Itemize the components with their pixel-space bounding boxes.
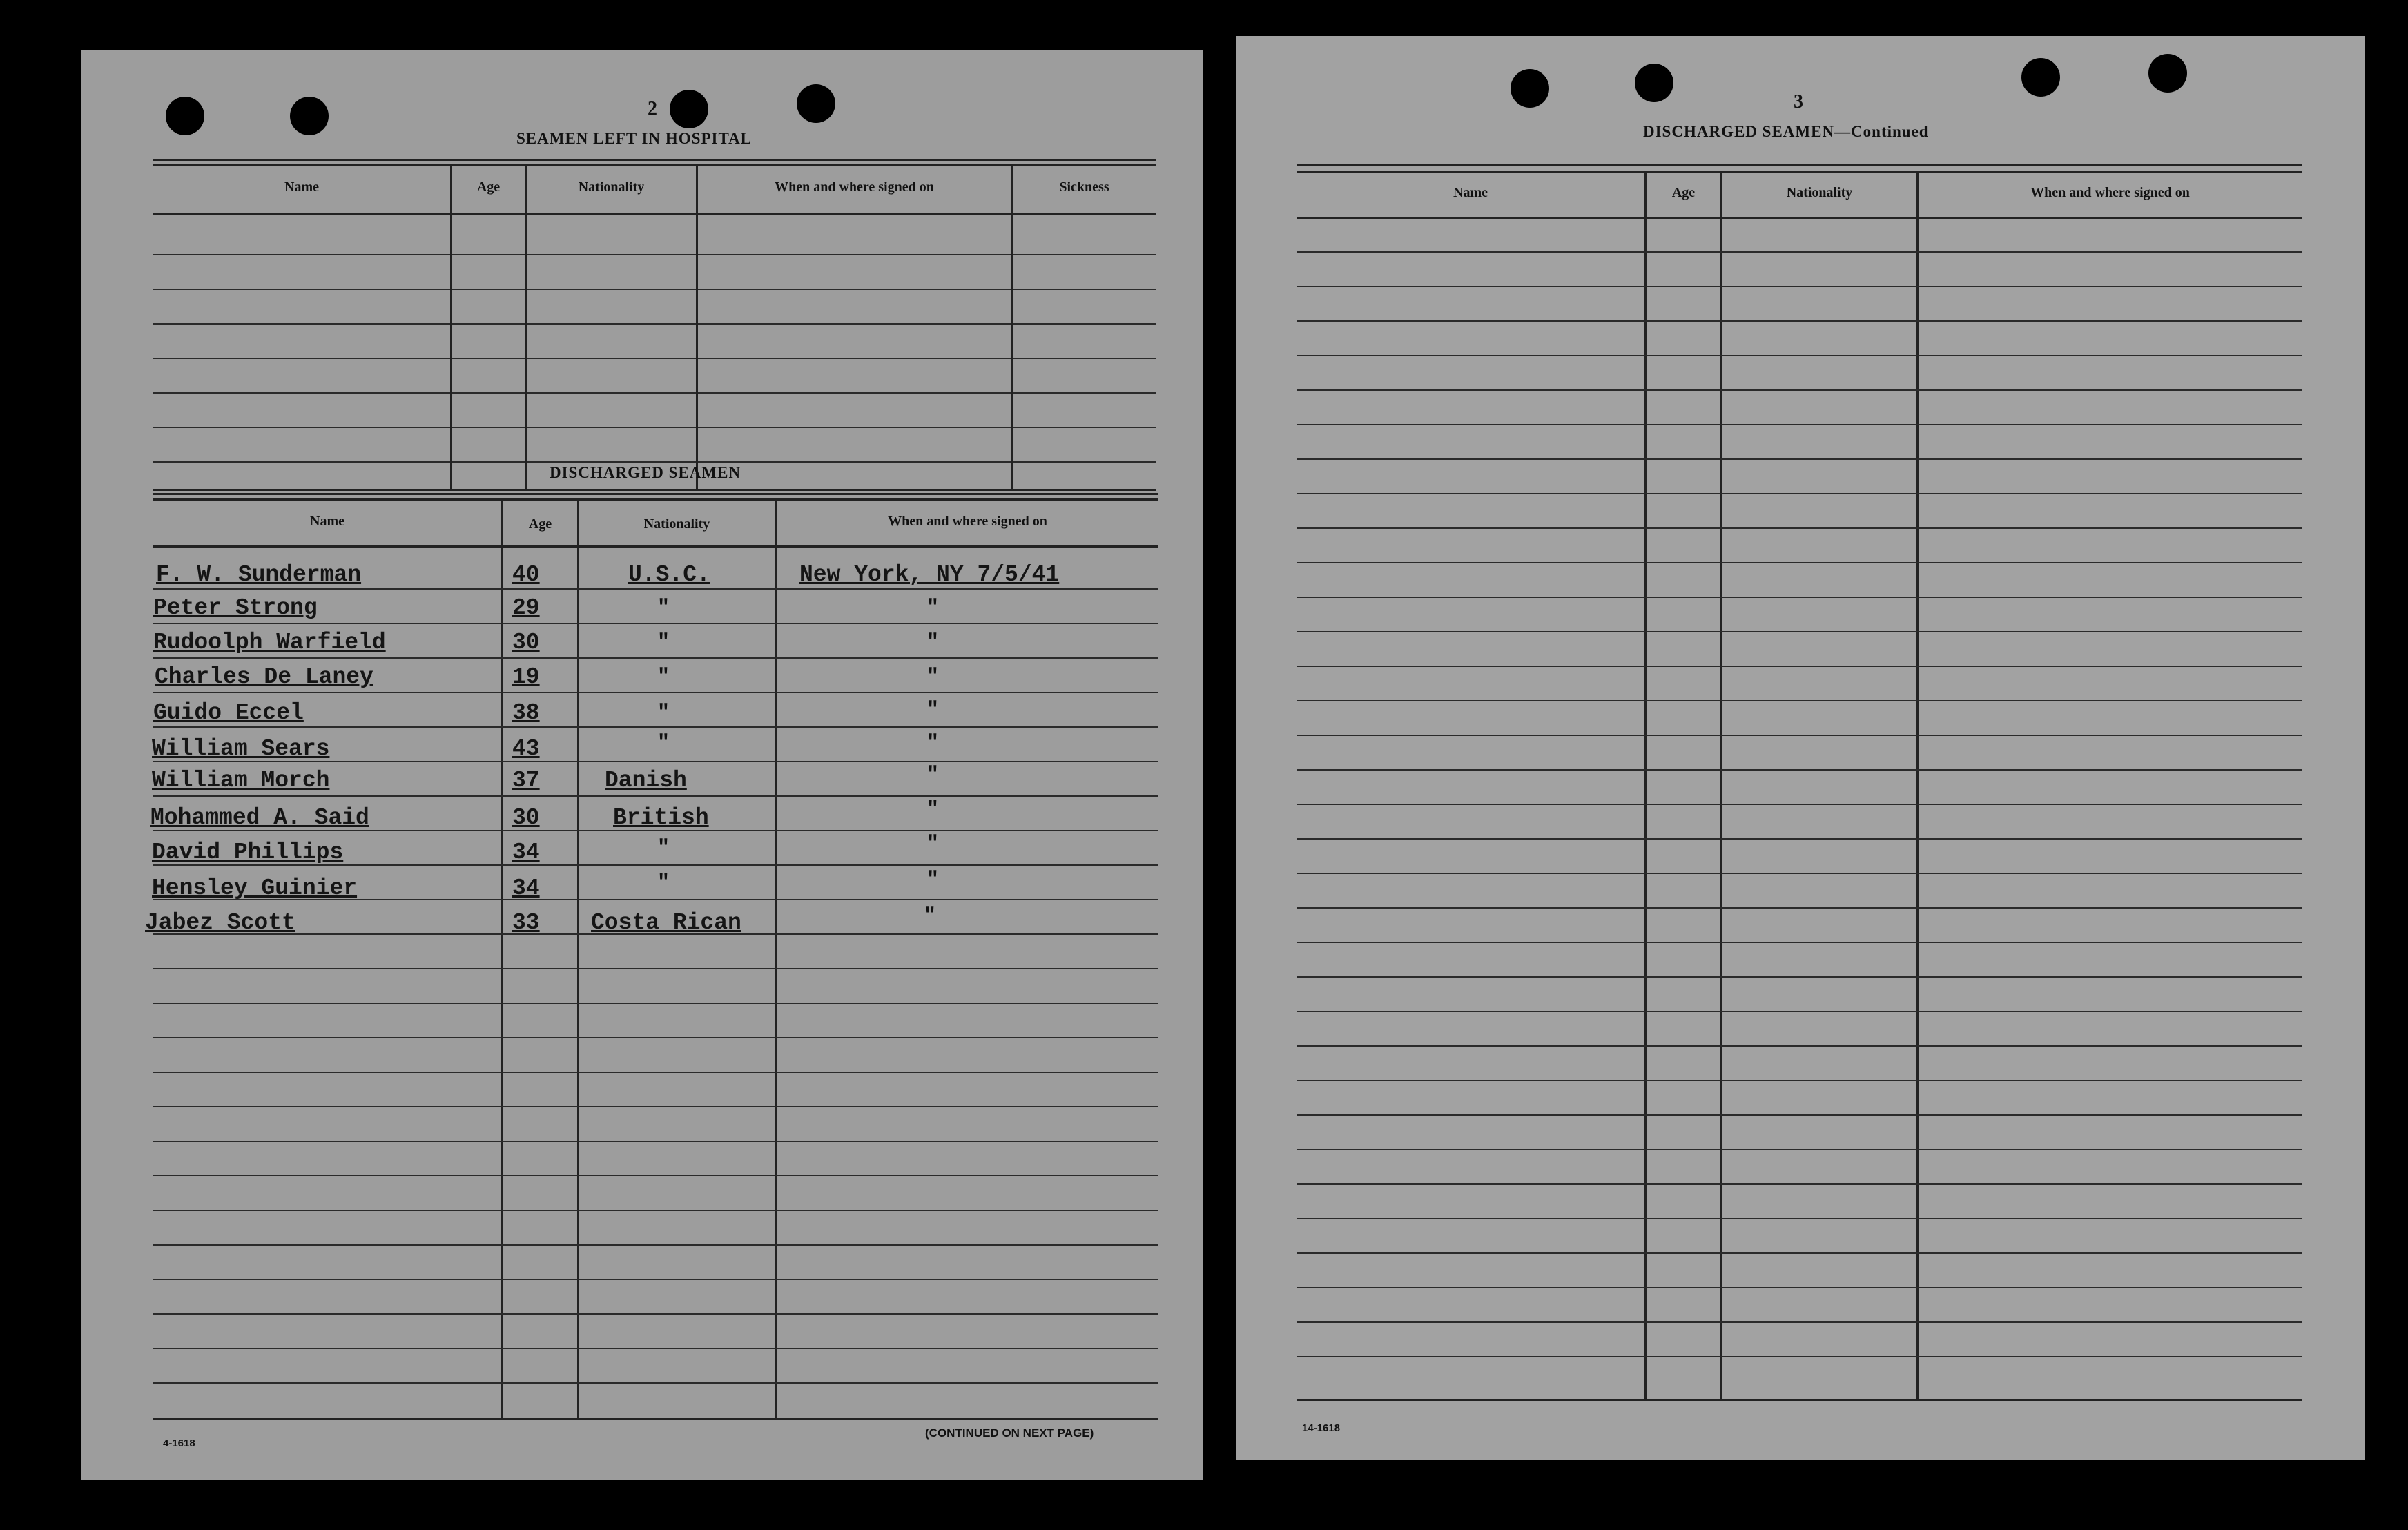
ditto-mark: " (926, 869, 940, 892)
ditto-mark: " (657, 597, 670, 620)
row-rule (1297, 1287, 2302, 1288)
hospital-col-age: Age (476, 180, 501, 195)
ditto-mark: " (926, 833, 940, 856)
ditto-mark: " (657, 732, 670, 755)
rule (153, 164, 1156, 166)
rule (153, 1418, 1158, 1420)
row-rule (1297, 873, 2302, 874)
row-rule (153, 692, 1158, 693)
ditto-mark: " (926, 798, 940, 822)
row-rule (1297, 251, 2302, 253)
form-number: 4-1618 (163, 1437, 195, 1449)
seaman-age: 34 (512, 840, 540, 865)
ditto-mark: " (657, 701, 670, 725)
row-rule (1297, 1149, 2302, 1150)
row-rule (1297, 838, 2302, 840)
row-rule (153, 795, 1158, 797)
row-rule (153, 1106, 1158, 1107)
seaman-name: David Phillips (152, 840, 344, 865)
page-number: 2 (648, 98, 657, 119)
row-rule (1297, 631, 2302, 632)
discharged-col-age: Age (528, 516, 552, 532)
continued-note: (CONTINUED ON NEXT PAGE) (925, 1426, 1094, 1440)
row-rule (1297, 1114, 2302, 1116)
row-rule (1297, 735, 2302, 736)
seaman-age: 37 (512, 768, 540, 793)
row-rule (153, 323, 1156, 325)
seaman-name: Rudoolph Warfield (153, 630, 386, 655)
seaman-age: 34 (512, 875, 540, 901)
row-rule (1297, 458, 2302, 460)
punch-hole (2148, 54, 2187, 93)
rule (1297, 1399, 2302, 1401)
punch-hole (290, 97, 329, 135)
hospital-col-signed-on: When and where signed on (775, 180, 934, 195)
col-rule (577, 500, 579, 1420)
punch-hole (2021, 58, 2060, 97)
ditto-mark: " (657, 837, 670, 860)
row-rule (1297, 1080, 2302, 1081)
right-page (1236, 36, 2365, 1460)
row-rule (153, 1141, 1158, 1142)
row-rule (1297, 562, 2302, 563)
col-rule (1644, 173, 1647, 1400)
punch-hole (166, 97, 204, 135)
seaman-age: 33 (512, 910, 540, 936)
discharged-col-nationality: Nationality (643, 516, 710, 532)
punch-hole (1511, 69, 1549, 108)
row-rule (1297, 527, 2302, 529)
seaman-age: 30 (512, 805, 540, 831)
row-rule (1297, 1045, 2302, 1047)
punch-hole (1635, 64, 1673, 102)
col-rule (1011, 166, 1013, 490)
row-rule (153, 461, 1156, 463)
rule (153, 489, 1156, 491)
row-rule (153, 289, 1156, 290)
rule (1297, 164, 2302, 166)
row-rule (153, 1313, 1158, 1315)
row-rule (153, 1210, 1158, 1211)
col-rule (696, 166, 698, 490)
row-rule (153, 1244, 1158, 1246)
rule (153, 159, 1156, 161)
seaman-name: Mohammed A. Said (150, 805, 369, 831)
page-number: 3 (1794, 91, 1803, 113)
header-rule (1297, 217, 2302, 219)
seaman-age: 38 (512, 700, 540, 726)
discharged-section-title: DISCHARGED SEAMEN (550, 464, 741, 481)
seaman-nationality: Costa Rican (591, 910, 741, 936)
row-rule (1297, 976, 2302, 978)
ditto-mark: " (657, 666, 670, 689)
hospital-col-name: Name (284, 180, 319, 195)
seaman-name: Hensley Guinier (152, 875, 358, 901)
seaman-age: 43 (512, 736, 540, 762)
seaman-nationality: U.S.C. (628, 562, 710, 588)
ditto-mark: " (657, 631, 670, 655)
row-rule (153, 392, 1156, 394)
row-rule (1297, 389, 2302, 391)
rule (153, 498, 1158, 501)
seaman-name: F. W. Sunderman (156, 562, 362, 588)
row-rule (1297, 942, 2302, 943)
ditto-mark: " (657, 871, 670, 895)
row-rule (1297, 1218, 2302, 1219)
row-rule (1297, 597, 2302, 598)
row-rule (153, 657, 1158, 659)
col-rule (1916, 173, 1919, 1400)
row-rule (153, 1037, 1158, 1038)
right-col-nationality: Nationality (1786, 185, 1853, 200)
row-rule (153, 588, 1158, 590)
hospital-col-nationality: Nationality (578, 180, 645, 195)
row-rule (153, 254, 1156, 255)
header-rule (153, 545, 1158, 548)
col-rule (450, 166, 452, 490)
seaman-name: Charles De Laney (155, 664, 373, 690)
seaman-nationality: Danish (605, 768, 687, 793)
seaman-age: 30 (512, 630, 540, 655)
col-rule (501, 500, 503, 1420)
seaman-name: William Sears (152, 736, 330, 762)
row-rule (153, 623, 1158, 624)
hospital-section-title: SEAMEN LEFT IN HOSPITAL (516, 130, 752, 147)
row-rule (1297, 1011, 2302, 1012)
right-col-signed-on: When and where signed on (2030, 185, 2190, 200)
seaman-signed-on: New York, NY 7/5/41 (799, 562, 1060, 588)
col-rule (775, 500, 777, 1420)
row-rule (153, 427, 1156, 428)
row-rule (1297, 1183, 2302, 1185)
row-rule (1297, 286, 2302, 287)
discharged-col-name: Name (310, 514, 344, 529)
seaman-name: Peter Strong (153, 595, 318, 621)
row-rule (153, 968, 1158, 969)
ditto-mark: " (926, 764, 940, 787)
row-rule (1297, 666, 2302, 667)
row-rule (153, 726, 1158, 728)
row-rule (153, 1348, 1158, 1349)
row-rule (1297, 1321, 2302, 1323)
row-rule (1297, 769, 2302, 771)
row-rule (1297, 1252, 2302, 1254)
row-rule (153, 1072, 1158, 1073)
row-rule (1297, 1356, 2302, 1357)
seaman-nationality: British (613, 805, 709, 831)
seaman-age: 40 (512, 562, 540, 588)
rule (1297, 171, 2302, 173)
ditto-mark: " (926, 732, 940, 755)
discharged-col-signed-on: When and where signed on (888, 514, 1047, 529)
right-col-age: Age (1671, 185, 1696, 200)
col-rule (1720, 173, 1722, 1400)
ditto-mark: " (924, 904, 937, 928)
row-rule (1297, 804, 2302, 805)
row-rule (1297, 700, 2302, 701)
row-rule (153, 358, 1156, 359)
row-rule (1297, 907, 2302, 909)
seaman-name: Jabez Scott (145, 910, 295, 936)
right-col-name: Name (1453, 185, 1488, 200)
row-rule (1297, 355, 2302, 356)
seaman-age: 19 (512, 664, 540, 690)
row-rule (153, 1382, 1158, 1384)
seaman-name: William Morch (152, 768, 330, 793)
ditto-mark: " (926, 597, 940, 620)
row-rule (1297, 320, 2302, 322)
row-rule (153, 1003, 1158, 1004)
header-rule (153, 213, 1156, 215)
punch-hole (797, 84, 835, 123)
row-rule (1297, 493, 2302, 494)
left-page (81, 50, 1203, 1480)
punch-hole (670, 90, 708, 128)
form-number: 14-1618 (1302, 1422, 1341, 1434)
ditto-mark: " (926, 666, 940, 689)
row-rule (153, 1279, 1158, 1280)
right-section-title: DISCHARGED SEAMEN—Continued (1643, 123, 1929, 140)
ditto-mark: " (926, 631, 940, 655)
hospital-col-sickness: Sickness (1059, 180, 1109, 195)
rule (153, 493, 1158, 495)
seaman-age: 29 (512, 595, 540, 621)
ditto-mark: " (926, 699, 940, 722)
col-rule (525, 166, 527, 490)
seaman-name: Guido Eccel (153, 700, 304, 726)
row-rule (1297, 424, 2302, 425)
row-rule (153, 1175, 1158, 1176)
